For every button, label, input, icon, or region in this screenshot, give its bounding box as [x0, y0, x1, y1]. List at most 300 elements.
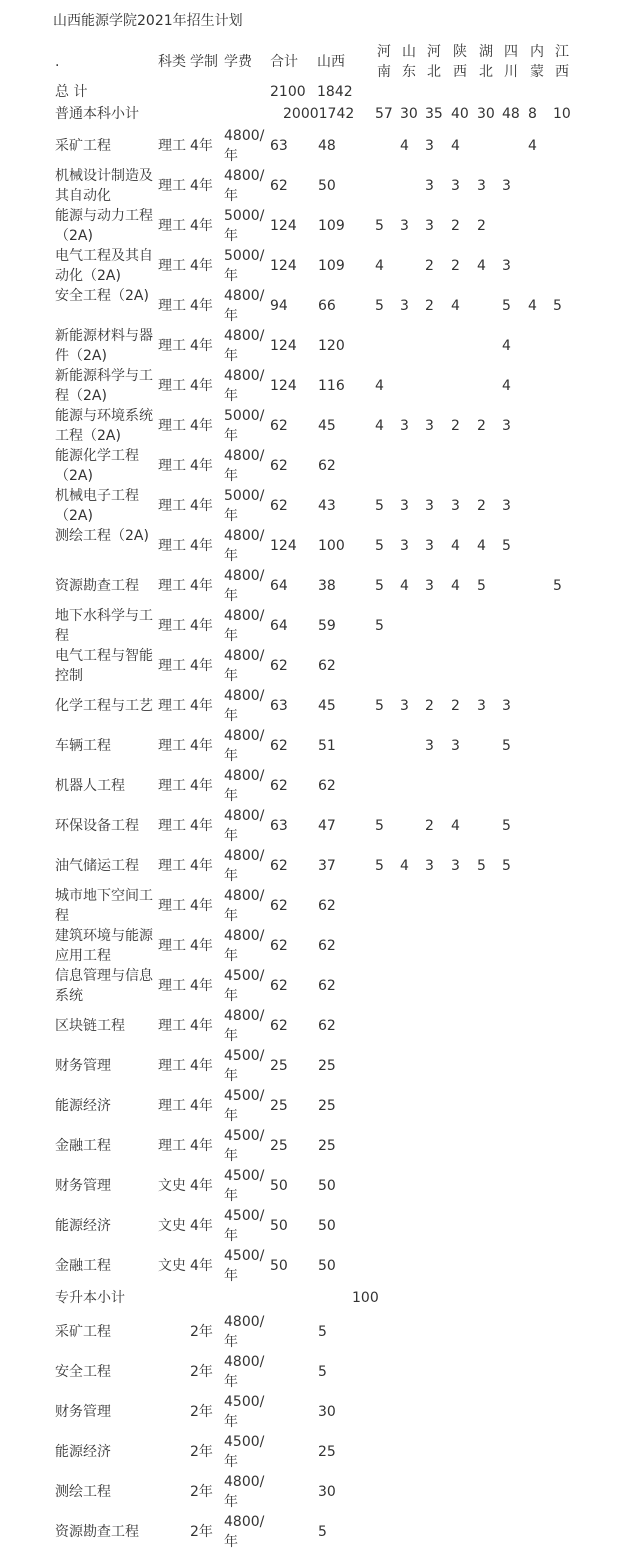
table-row	[0, 1472, 617, 1512]
subject-type: 理工	[158, 1138, 186, 1154]
tuition-fee: 4800/年	[224, 1008, 265, 1044]
province-quota: 3	[400, 538, 409, 554]
major-name: 能源经济	[55, 1098, 111, 1114]
header-duration: 学制	[190, 54, 218, 70]
major-name: 地下水科学与工程	[55, 608, 153, 644]
province-quota: 5	[502, 538, 511, 554]
subject-type: 理工	[158, 738, 186, 754]
subtotal-province-cell: 8	[528, 106, 537, 122]
shanxi-quota: 45	[318, 418, 336, 434]
province-quota: 5	[502, 298, 511, 314]
total-quota: 63	[270, 138, 288, 154]
study-years: 4年	[190, 978, 213, 994]
table-row	[0, 1006, 617, 1046]
upgrade-subtotal-value: 100	[352, 1290, 379, 1306]
subject-type: 理工	[158, 298, 186, 314]
province-quota: 4	[400, 858, 409, 874]
shanxi-quota: 25	[318, 1138, 336, 1154]
shanxi-quota: 5	[318, 1524, 327, 1540]
major-name: 能源与环境系统工程（2A)	[55, 408, 153, 444]
province-quota: 2	[451, 258, 460, 274]
total-quota: 62	[270, 898, 288, 914]
header-province-line2: 东	[402, 64, 416, 80]
tuition-fee: 4800/年	[224, 448, 265, 484]
header-fee: 学费	[224, 54, 252, 70]
header-province-line2: 西	[453, 64, 467, 80]
shanxi-quota: 37	[318, 858, 336, 874]
major-name: 城市地下空间工程	[55, 888, 153, 924]
table-row	[0, 566, 617, 606]
tuition-fee: 4500/年	[224, 1248, 265, 1284]
province-quota: 5	[375, 618, 384, 634]
province-quota: 5	[375, 698, 384, 714]
major-name: 机械设计制造及其自动化	[55, 168, 153, 204]
table-row	[0, 686, 617, 726]
subtotal-province-cell: 30	[400, 106, 418, 122]
table-row	[0, 406, 617, 446]
subject-type: 理工	[158, 978, 186, 994]
study-years: 4年	[190, 578, 213, 594]
shanxi-quota: 25	[318, 1444, 336, 1460]
header-province-line1: 湖	[479, 44, 493, 60]
total-quota: 62	[270, 938, 288, 954]
total-quota: 124	[270, 538, 297, 554]
table-row-subtotal	[0, 1288, 617, 1314]
table-row	[0, 1246, 617, 1286]
major-name: 财务管理	[55, 1058, 111, 1074]
major-name: 车辆工程	[55, 738, 111, 754]
header-dot: .	[55, 54, 60, 70]
province-quota: 4	[502, 338, 511, 354]
total-quota: 64	[270, 618, 288, 634]
subject-type: 理工	[158, 178, 186, 194]
tuition-fee: 5000/年	[224, 208, 265, 244]
header-province-line1: 河	[427, 44, 441, 60]
subject-type: 理工	[158, 578, 186, 594]
subject-type: 理工	[158, 898, 186, 914]
tuition-fee: 4500/年	[224, 968, 265, 1004]
subject-type: 理工	[158, 218, 186, 234]
shanxi-quota: 25	[318, 1058, 336, 1074]
subject-type: 理工	[158, 658, 186, 674]
grand-total-shanxi: 1842	[317, 84, 353, 100]
major-name: 测绘工程	[55, 1484, 111, 1500]
header-province-line1: 江	[555, 44, 569, 60]
province-quota: 3	[400, 498, 409, 514]
shanxi-quota: 45	[318, 698, 336, 714]
province-quota: 2	[451, 698, 460, 714]
tuition-fee: 4800/年	[224, 528, 265, 564]
header-province-line1: 四	[504, 44, 518, 60]
header-province-line1: 山	[402, 44, 416, 60]
table-row	[0, 806, 617, 846]
shanxi-quota: 109	[318, 258, 345, 274]
shanxi-quota: 62	[318, 978, 336, 994]
tuition-fee: 4800/年	[224, 1514, 265, 1550]
study-years: 2年	[190, 1364, 213, 1380]
province-quota: 5	[375, 218, 384, 234]
province-quota: 5	[375, 538, 384, 554]
header-province-line2: 西	[555, 64, 569, 80]
study-years: 4年	[190, 778, 213, 794]
major-name: 信息管理与信息系统	[55, 968, 153, 1004]
major-name: 财务管理	[55, 1404, 111, 1420]
major-name: 能源经济	[55, 1444, 111, 1460]
province-quota: 4	[375, 378, 384, 394]
total-quota: 124	[270, 338, 297, 354]
subject-type: 理工	[158, 698, 186, 714]
province-quota: 5	[502, 818, 511, 834]
page-title: 山西能源学院2021年招生计划	[53, 13, 243, 29]
subject-type: 理工	[158, 858, 186, 874]
study-years: 2年	[190, 1324, 213, 1340]
study-years: 4年	[190, 1018, 213, 1034]
subject-type: 理工	[158, 458, 186, 474]
total-quota: 62	[270, 658, 288, 674]
study-years: 4年	[190, 1098, 213, 1114]
table-row	[0, 206, 617, 246]
province-quota: 5	[502, 858, 511, 874]
province-quota: 5	[375, 858, 384, 874]
subject-type: 理工	[158, 378, 186, 394]
shanxi-quota: 50	[318, 178, 336, 194]
province-quota: 3	[400, 698, 409, 714]
province-quota: 4	[400, 138, 409, 154]
total-quota: 62	[270, 978, 288, 994]
province-quota: 3	[425, 138, 434, 154]
table-row	[0, 646, 617, 686]
subtotal-province-cell: 57	[375, 106, 393, 122]
table-row	[0, 926, 617, 966]
province-quota: 3	[425, 218, 434, 234]
province-quota: 3	[502, 178, 511, 194]
table-row	[0, 166, 617, 206]
shanxi-quota: 62	[318, 458, 336, 474]
study-years: 2年	[190, 1444, 213, 1460]
province-quota: 3	[451, 858, 460, 874]
major-name: 资源勘查工程	[55, 1524, 139, 1540]
header-province-line2: 蒙	[530, 64, 544, 80]
study-years: 4年	[190, 738, 213, 754]
tuition-fee: 4500/年	[224, 1434, 265, 1470]
shanxi-quota: 38	[318, 578, 336, 594]
study-years: 4年	[190, 258, 213, 274]
province-quota: 3	[451, 738, 460, 754]
study-years: 4年	[190, 138, 213, 154]
study-years: 4年	[190, 658, 213, 674]
major-name: 化学工程与工艺	[55, 698, 153, 714]
study-years: 4年	[190, 1138, 213, 1154]
province-quota: 3	[400, 418, 409, 434]
shanxi-quota: 51	[318, 738, 336, 754]
major-name: 金融工程	[55, 1138, 111, 1154]
subject-type: 理工	[158, 1098, 186, 1114]
major-name: 能源化学工程（2A)	[55, 448, 139, 484]
total-quota: 50	[270, 1258, 288, 1274]
tuition-fee: 4800/年	[224, 128, 265, 164]
province-quota: 4	[477, 538, 486, 554]
subject-type: 理工	[158, 258, 186, 274]
table-row	[0, 1126, 617, 1166]
total-quota: 62	[270, 1018, 288, 1034]
province-quota: 2	[425, 298, 434, 314]
major-name: 采矿工程	[55, 1324, 111, 1340]
subject-type: 理工	[158, 338, 186, 354]
table-row	[0, 366, 617, 406]
subject-type: 理工	[158, 618, 186, 634]
table-row	[0, 1352, 617, 1392]
total-quota: 62	[270, 778, 288, 794]
study-years: 4年	[190, 858, 213, 874]
subtotal-province-cell: 30	[477, 106, 495, 122]
province-quota: 3	[425, 538, 434, 554]
subject-type: 理工	[158, 1018, 186, 1034]
table-row	[0, 486, 617, 526]
study-years: 4年	[190, 378, 213, 394]
study-years: 4年	[190, 458, 213, 474]
tuition-fee: 4800/年	[224, 328, 265, 364]
major-name: 油气储运工程	[55, 858, 139, 874]
total-quota: 62	[270, 178, 288, 194]
major-name: 采矿工程	[55, 138, 111, 154]
province-quota: 5	[553, 578, 562, 594]
shanxi-quota: 62	[318, 938, 336, 954]
shanxi-quota: 50	[318, 1178, 336, 1194]
subtotal-province-cell: 10	[553, 106, 571, 122]
study-years: 4年	[190, 538, 213, 554]
province-quota: 3	[400, 218, 409, 234]
major-name: 能源与动力工程（2A)	[55, 208, 153, 244]
header-province-line1: 河	[377, 44, 391, 60]
header-province-line2: 南	[377, 64, 391, 80]
shanxi-quota: 62	[318, 658, 336, 674]
header-subject: 科类	[158, 54, 186, 70]
province-quota: 4	[502, 378, 511, 394]
tuition-fee: 4800/年	[224, 888, 265, 924]
shanxi-quota: 43	[318, 498, 336, 514]
major-name: 电气工程与智能控制	[55, 648, 153, 684]
table-row	[0, 526, 617, 566]
major-name: 电气工程及其自动化（2A)	[55, 248, 153, 284]
tuition-fee: 4800/年	[224, 568, 265, 604]
subject-type: 理工	[158, 938, 186, 954]
study-years: 4年	[190, 1258, 213, 1274]
table-row	[0, 886, 617, 926]
province-quota: 2	[451, 218, 460, 234]
province-quota: 3	[451, 498, 460, 514]
shanxi-quota: 50	[318, 1218, 336, 1234]
major-name: 财务管理	[55, 1178, 111, 1194]
total-quota: 25	[270, 1138, 288, 1154]
table-row	[0, 326, 617, 366]
province-quota: 3	[502, 258, 511, 274]
table-row	[0, 1166, 617, 1206]
study-years: 4年	[190, 218, 213, 234]
study-years: 4年	[190, 498, 213, 514]
table-row	[0, 766, 617, 806]
header-province-line1: 内	[530, 44, 544, 60]
table-row	[0, 126, 617, 166]
province-quota: 5	[477, 578, 486, 594]
tuition-fee: 4800/年	[224, 928, 265, 964]
study-years: 4年	[190, 618, 213, 634]
province-quota: 4	[528, 138, 537, 154]
table-row	[0, 606, 617, 646]
province-quota: 5	[375, 498, 384, 514]
table-row	[0, 726, 617, 766]
subtotal-province-cell: 35	[425, 106, 443, 122]
tuition-fee: 4800/年	[224, 288, 265, 324]
tuition-fee: 4800/年	[224, 688, 265, 724]
province-quota: 4	[375, 418, 384, 434]
total-quota: 25	[270, 1098, 288, 1114]
province-quota: 3	[502, 698, 511, 714]
total-quota: 64	[270, 578, 288, 594]
province-quota: 5	[375, 818, 384, 834]
table-row	[0, 1432, 617, 1472]
study-years: 4年	[190, 938, 213, 954]
grand-total-total: 2100	[270, 84, 306, 100]
shanxi-quota: 62	[318, 778, 336, 794]
total-quota: 62	[270, 418, 288, 434]
tuition-fee: 4800/年	[224, 168, 265, 204]
province-quota: 3	[425, 738, 434, 754]
subject-type: 文史	[158, 1218, 186, 1234]
subject-type: 理工	[158, 138, 186, 154]
province-quota: 2	[425, 698, 434, 714]
shanxi-quota: 116	[318, 378, 345, 394]
tuition-fee: 4800/年	[224, 728, 265, 764]
study-years: 4年	[190, 338, 213, 354]
subtotal-province-cell: 40	[451, 106, 469, 122]
table-row	[0, 1086, 617, 1126]
province-quota: 4	[451, 818, 460, 834]
province-quota: 3	[400, 298, 409, 314]
major-name: 能源经济	[55, 1218, 111, 1234]
subject-type: 理工	[158, 498, 186, 514]
header-province-line2: 北	[427, 64, 441, 80]
province-quota: 3	[477, 178, 486, 194]
subject-type: 理工	[158, 1058, 186, 1074]
tuition-fee: 4800/年	[224, 768, 265, 804]
tuition-fee: 4800/年	[224, 1354, 265, 1390]
total-quota: 62	[270, 858, 288, 874]
subject-type: 理工	[158, 818, 186, 834]
province-quota: 5	[553, 298, 562, 314]
province-quota: 4	[451, 298, 460, 314]
province-quota: 2	[477, 218, 486, 234]
tuition-fee: 4500/年	[224, 1088, 265, 1124]
tuition-fee: 4800/年	[224, 648, 265, 684]
header-province-line2: 北	[479, 64, 493, 80]
undergrad-subtotal-total-shanxi: 20001742	[283, 106, 355, 122]
header-province-line1: 陕	[453, 44, 467, 60]
shanxi-quota: 120	[318, 338, 345, 354]
total-quota: 62	[270, 498, 288, 514]
province-quota: 3	[502, 418, 511, 434]
subject-type: 文史	[158, 1178, 186, 1194]
tuition-fee: 4500/年	[224, 1128, 265, 1164]
province-quota: 5	[375, 578, 384, 594]
table-row	[0, 1206, 617, 1246]
total-quota: 25	[270, 1058, 288, 1074]
province-quota: 3	[451, 178, 460, 194]
total-quota: 124	[270, 218, 297, 234]
table-row	[0, 1046, 617, 1086]
province-quota: 4	[451, 138, 460, 154]
table-row	[0, 846, 617, 886]
tuition-fee: 4800/年	[224, 1474, 265, 1510]
study-years: 4年	[190, 1178, 213, 1194]
header-province-line2: 川	[504, 64, 518, 80]
study-years: 4年	[190, 298, 213, 314]
grand-total-label: 总 计	[55, 84, 88, 100]
shanxi-quota: 30	[318, 1484, 336, 1500]
tuition-fee: 5000/年	[224, 488, 265, 524]
table-row	[0, 286, 617, 326]
shanxi-quota: 5	[318, 1364, 327, 1380]
subtotal-province-cell: 48	[502, 106, 520, 122]
shanxi-quota: 25	[318, 1098, 336, 1114]
major-name: 新能源科学与工程（2A)	[55, 368, 153, 404]
shanxi-quota: 50	[318, 1258, 336, 1274]
shanxi-quota: 62	[318, 898, 336, 914]
total-quota: 50	[270, 1178, 288, 1194]
province-quota: 4	[528, 298, 537, 314]
total-quota: 62	[270, 458, 288, 474]
shanxi-quota: 62	[318, 1018, 336, 1034]
province-quota: 4	[477, 258, 486, 274]
tuition-fee: 4800/年	[224, 848, 265, 884]
table-row	[0, 1392, 617, 1432]
shanxi-quota: 47	[318, 818, 336, 834]
total-quota: 94	[270, 298, 288, 314]
province-quota: 3	[425, 178, 434, 194]
tuition-fee: 4500/年	[224, 1048, 265, 1084]
study-years: 4年	[190, 1218, 213, 1234]
study-years: 2年	[190, 1524, 213, 1540]
table-row	[0, 1512, 617, 1552]
study-years: 4年	[190, 418, 213, 434]
major-name: 安全工程（2A)	[55, 288, 149, 304]
header-total: 合计	[270, 54, 298, 70]
total-quota: 124	[270, 258, 297, 274]
shanxi-quota: 66	[318, 298, 336, 314]
total-quota: 124	[270, 378, 297, 394]
province-quota: 3	[425, 498, 434, 514]
tuition-fee: 4800/年	[224, 368, 265, 404]
major-name: 金融工程	[55, 1258, 111, 1274]
tuition-fee: 4800/年	[224, 1314, 265, 1350]
table-row	[0, 966, 617, 1006]
subject-type: 理工	[158, 538, 186, 554]
total-quota: 63	[270, 698, 288, 714]
subject-type: 理工	[158, 418, 186, 434]
study-years: 4年	[190, 698, 213, 714]
tuition-fee: 4500/年	[224, 1394, 265, 1430]
tuition-fee: 4800/年	[224, 608, 265, 644]
study-years: 2年	[190, 1484, 213, 1500]
major-name: 安全工程	[55, 1364, 111, 1380]
major-name: 新能源材料与器件（2A)	[55, 328, 153, 364]
study-years: 2年	[190, 1404, 213, 1420]
shanxi-quota: 5	[318, 1324, 327, 1340]
undergrad-subtotal-label: 普通本科小计	[55, 106, 139, 122]
province-quota: 5	[477, 858, 486, 874]
study-years: 4年	[190, 898, 213, 914]
province-quota: 2	[425, 258, 434, 274]
province-quota: 2	[451, 418, 460, 434]
